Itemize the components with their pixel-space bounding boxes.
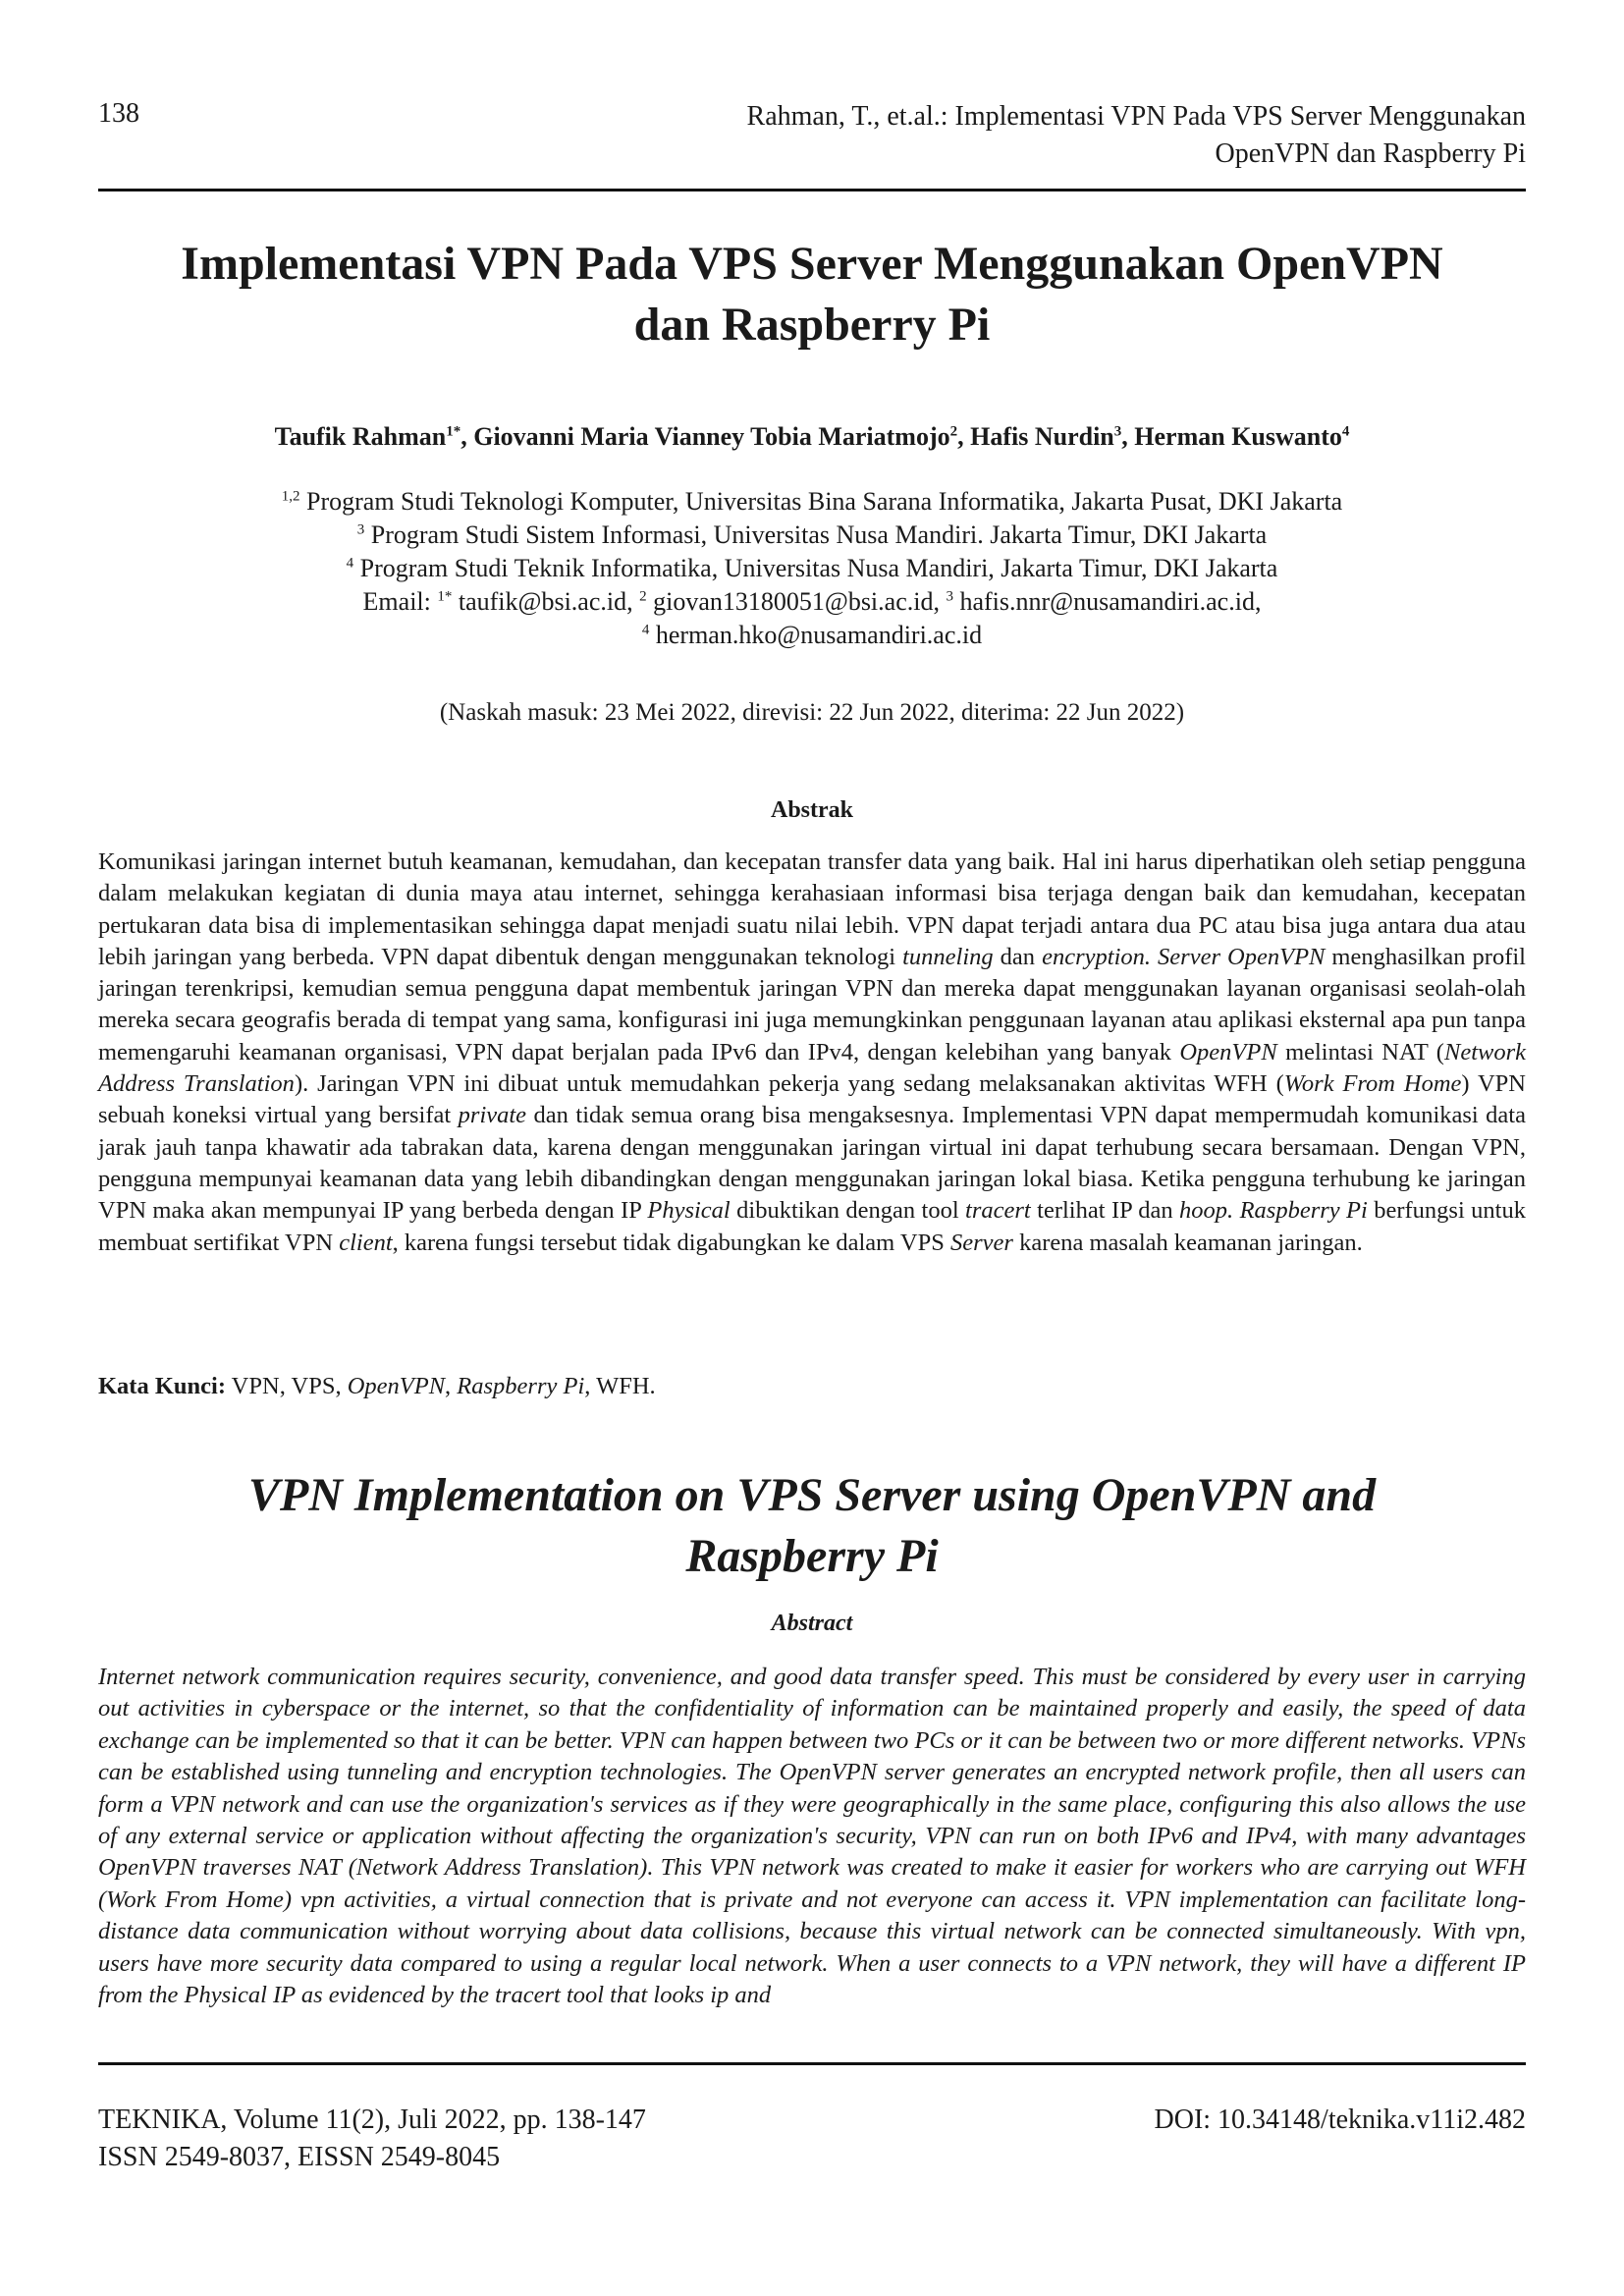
abstrak-segment: Komunikasi jaringan internet butuh keamanan, kemudahan, dan kecepatan transfer data yang baik. Hal ini harus diperhatikan oleh setiap pengguna dalam melakukan kegiatan di dunia maya atau internet, sehingga kerahasiaan informasi bisa terjaga dengan baik dan kemudahan, kecepatan pertukaran data bisa di implementasikan sehingga dapat menjadi suatu nilai lebih. VPN dapat terjadi antara dua PC atau bisa juga antara dua atau lebih jaringan yang berbeda. VPN dapat dibentuk dengan menggunakan teknologi: [98, 848, 1526, 970]
running-header: [98, 98, 1526, 187]
email-line-1: [98, 585, 1526, 619]
abstrak-segment: melintasi NAT (: [1276, 1038, 1444, 1066]
affiliation-2: [98, 519, 1526, 552]
email-2-address[interactable]: giovan13180051@bsi.ac.id,: [646, 587, 947, 616]
abstrak-segment: ) VPN sebuah koneksi virtual yang bersifat: [98, 1070, 1526, 1129]
author-sep: ,: [1121, 422, 1135, 451]
email-4-address[interactable]: herman.hko@nusamandiri.ac.id: [649, 621, 983, 649]
author-3-sup: 3: [1113, 423, 1122, 440]
english-title-line2: Raspberry Pi: [685, 1530, 939, 1582]
affiliation-2-text: Program Studi Sistem Informasi, Universitas Nusa Mandiri. Jakarta Timur, DKI Jakarta: [364, 520, 1268, 549]
abstrak-segment: client: [339, 1229, 393, 1256]
email-3-address[interactable]: hafis.nnr@nusamandiri.ac.id,: [952, 587, 1262, 616]
keywords-label: Kata Kunci:: [98, 1373, 226, 1399]
english-title-line1: VPN Implementation on VPS Server using OpenVPN and: [247, 1469, 1377, 1521]
keyword-segment: OpenVPN: [347, 1373, 446, 1399]
email-3-sup: 3: [946, 588, 953, 605]
author-list: [98, 420, 1526, 454]
abstrak-segment: Physical: [647, 1197, 731, 1225]
author-2-sup: 2: [949, 423, 958, 440]
abstrak-segment: menghasilkan profil jaringan terenkripsi, kemudian semua pengguna dapat membentuk jaringan VPN dan mereka dapat menggunakan layanan organisasi seolah-olah mereka secara geografis berada di tempat yang sama, konfigurasi ini juga memungkinkan penggunaan layanan atau aplikasi eksternal apa pun tanpa memengaruhi keamanan organisasi, VPN dapat berjalan pada IPv6 dan IPv4, dengan kelebihan yang banyak: [98, 943, 1526, 1066]
abstrak-heading: Abstrak: [770, 797, 853, 823]
journal-volume: TEKNIKA, Volume 11(2), Juli 2022, pp. 138-147: [98, 2105, 646, 2135]
keyword-segment: ,: [445, 1373, 458, 1399]
paper-title-line1: Implementasi VPN Pada VPS Server Menggunakan OpenVPN: [181, 238, 1443, 290]
submission-dates: (Naskah masuk: 23 Mei 2022, direvisi: 22 Jun 2022, diterima: 22 Jun 2022): [439, 699, 1185, 726]
page-number: 138: [98, 98, 139, 129]
keyword-segment: , WFH.: [584, 1373, 656, 1399]
author-4-sup: 4: [1341, 423, 1350, 440]
abstrak-segment: tunneling: [902, 943, 994, 970]
affiliation-1-text: Program Studi Teknologi Komputer, Universitas Bina Sarana Informatika, Jakarta Pusat, DKI Jakarta: [299, 487, 1343, 516]
affiliation-1-sup: 1,2: [281, 488, 300, 505]
abstrak-paragraph: [98, 847, 1526, 1259]
author-2-name: Giovanni Maria Vianney Tobia Mariatmojo: [473, 422, 950, 451]
affiliation-2-sup: 3: [356, 521, 365, 538]
keywords-list: [226, 1373, 656, 1399]
english-abstract-heading: Abstract: [771, 1611, 853, 1636]
abstrak-body: [98, 847, 1526, 1259]
abstrak-segment: Work From Home: [1283, 1070, 1462, 1098]
author-3-name: Hafis Nurdin: [970, 422, 1114, 451]
abstrak-segment: berfungsi untuk membuat sertifikat VPN: [98, 1197, 1526, 1256]
journal-issn: ISSN 2549-8037, EISSN 2549-8045: [98, 2142, 501, 2172]
abstrak-segment: dan tidak semua orang bisa mengaksesnya. Implementasi VPN dapat mempermudah komunikasi data jarak jauh tanpa khawatir ada tabrakan data, karena dengan menggunakan jaringan virtual ini dapat terhubung secara bersamaan. Dengan VPN, pengguna mempunyai keamanan data yang lebih dibandingkan dengan menggunakan jaringan lokal biasa. Ketika pengguna terhubung ke jaringan VPN maka akan mempunyai IP yang berbeda dengan IP: [98, 1102, 1526, 1225]
affiliation-3-text: Program Studi Teknik Informatika, Universitas Nusa Mandiri, Jakarta Timur, DKI Jakarta: [353, 554, 1278, 582]
abstrak-segment: private: [458, 1102, 527, 1129]
abstrak-segment: hoop. Raspberry Pi: [1179, 1197, 1368, 1225]
author-4-name: Herman Kuswanto: [1134, 422, 1342, 451]
abstrak-segment: encryption. Server OpenVPN: [1042, 943, 1326, 970]
affiliations: [98, 485, 1526, 652]
email-1-sup: 1*: [437, 588, 453, 605]
author-sep: ,: [460, 422, 474, 451]
abstrak-segment: ). Jaringan VPN ini dibuat untuk memudahkan pekerja yang sedang melaksanakan aktivitas WFH (: [294, 1070, 1284, 1098]
abstrak-segment: Server: [950, 1229, 1013, 1256]
author-1-name: Taufik Rahman: [274, 422, 447, 451]
abstrak-segment: tracert: [965, 1197, 1031, 1225]
affiliation-1: [98, 485, 1526, 519]
paper-title-line2: dan Raspberry Pi: [633, 299, 991, 351]
affiliation-3-sup: 4: [346, 555, 354, 572]
running-title: [747, 98, 1526, 173]
abstrak-segment: , karena fungsi tersebut tidak digabungkan ke dalam VPS: [392, 1229, 950, 1256]
running-title-line2: OpenVPN dan Raspberry Pi: [1215, 138, 1526, 169]
english-abstract-body: Internet network communication requires security, convenience, and good data transfer speed. This must be considered by every user in carrying out activities in cyberspace or the internet, so that the confidentiality of information can be maintained properly and easily, the speed of data exchange can be implemented so that it can be better. VPN can happen between two PCs or it can be between two or more different networks. VPNs can be established using tunneling and encryption technologies. The OpenVPN server generates an encrypted network profile, then all users can form a VPN network and can use the organization's services as if they were geographically in the same place, configuring this also allows the use of any external service or application without affecting the organization's security, VPN can run on both IPv6 and IPv4, with many advantages OpenVPN traverses NAT (Network Address Translation). This VPN network was created to make it easier for workers who are carrying out WFH (Work From Home) vpn activities, a virtual connection that is private and not everyone can access it. VPN implementation can facilitate long-distance data communication without worrying about data collisions, because this virtual network can be connected simultaneously. With vpn, users have more security data compared to using a regular local network. When a user connects to a VPN network, they will have a different IP from the Physical IP as evidenced by the tracert tool that looks ip and: [98, 1664, 1526, 2009]
doi[interactable]: DOI: 10.34148/teknika.v11i2.482: [1154, 2105, 1526, 2135]
keyword-segment: Raspberry Pi: [457, 1373, 585, 1399]
email-line-2: [98, 619, 1526, 652]
paper-title: [98, 234, 1526, 355]
footer-rule: [98, 2062, 1526, 2065]
journal-info: [98, 2102, 646, 2176]
author-sep: ,: [957, 422, 971, 451]
abstrak-segment: terlihat IP dan: [1030, 1197, 1180, 1225]
running-title-line1: Rahman, T., et.al.: Implementasi VPN Pada VPS Server Menggunakan: [746, 101, 1526, 132]
abstrak-segment: dibuktikan dengan tool: [730, 1197, 966, 1225]
email-2-sup: 2: [639, 588, 647, 605]
affiliation-3: [98, 552, 1526, 585]
email-prefix: Email:: [362, 587, 438, 616]
page-footer: [98, 2102, 1526, 2180]
email-4-sup: 4: [641, 622, 650, 638]
keywords: [98, 1373, 1526, 1400]
keyword-segment: VPN, VPS,: [226, 1373, 348, 1399]
abstrak-segment: OpenVPN: [1179, 1038, 1277, 1066]
abstrak-segment: dan: [993, 943, 1043, 970]
author-1-sup: 1*: [446, 423, 461, 440]
english-title: [98, 1465, 1526, 1587]
abstrak-segment: Network Address Translation: [98, 1038, 1527, 1098]
header-rule: [98, 189, 1526, 191]
email-1-address[interactable]: taufik@bsi.ac.id,: [452, 587, 640, 616]
abstrak-segment: karena masalah keamanan jaringan.: [1012, 1229, 1363, 1256]
